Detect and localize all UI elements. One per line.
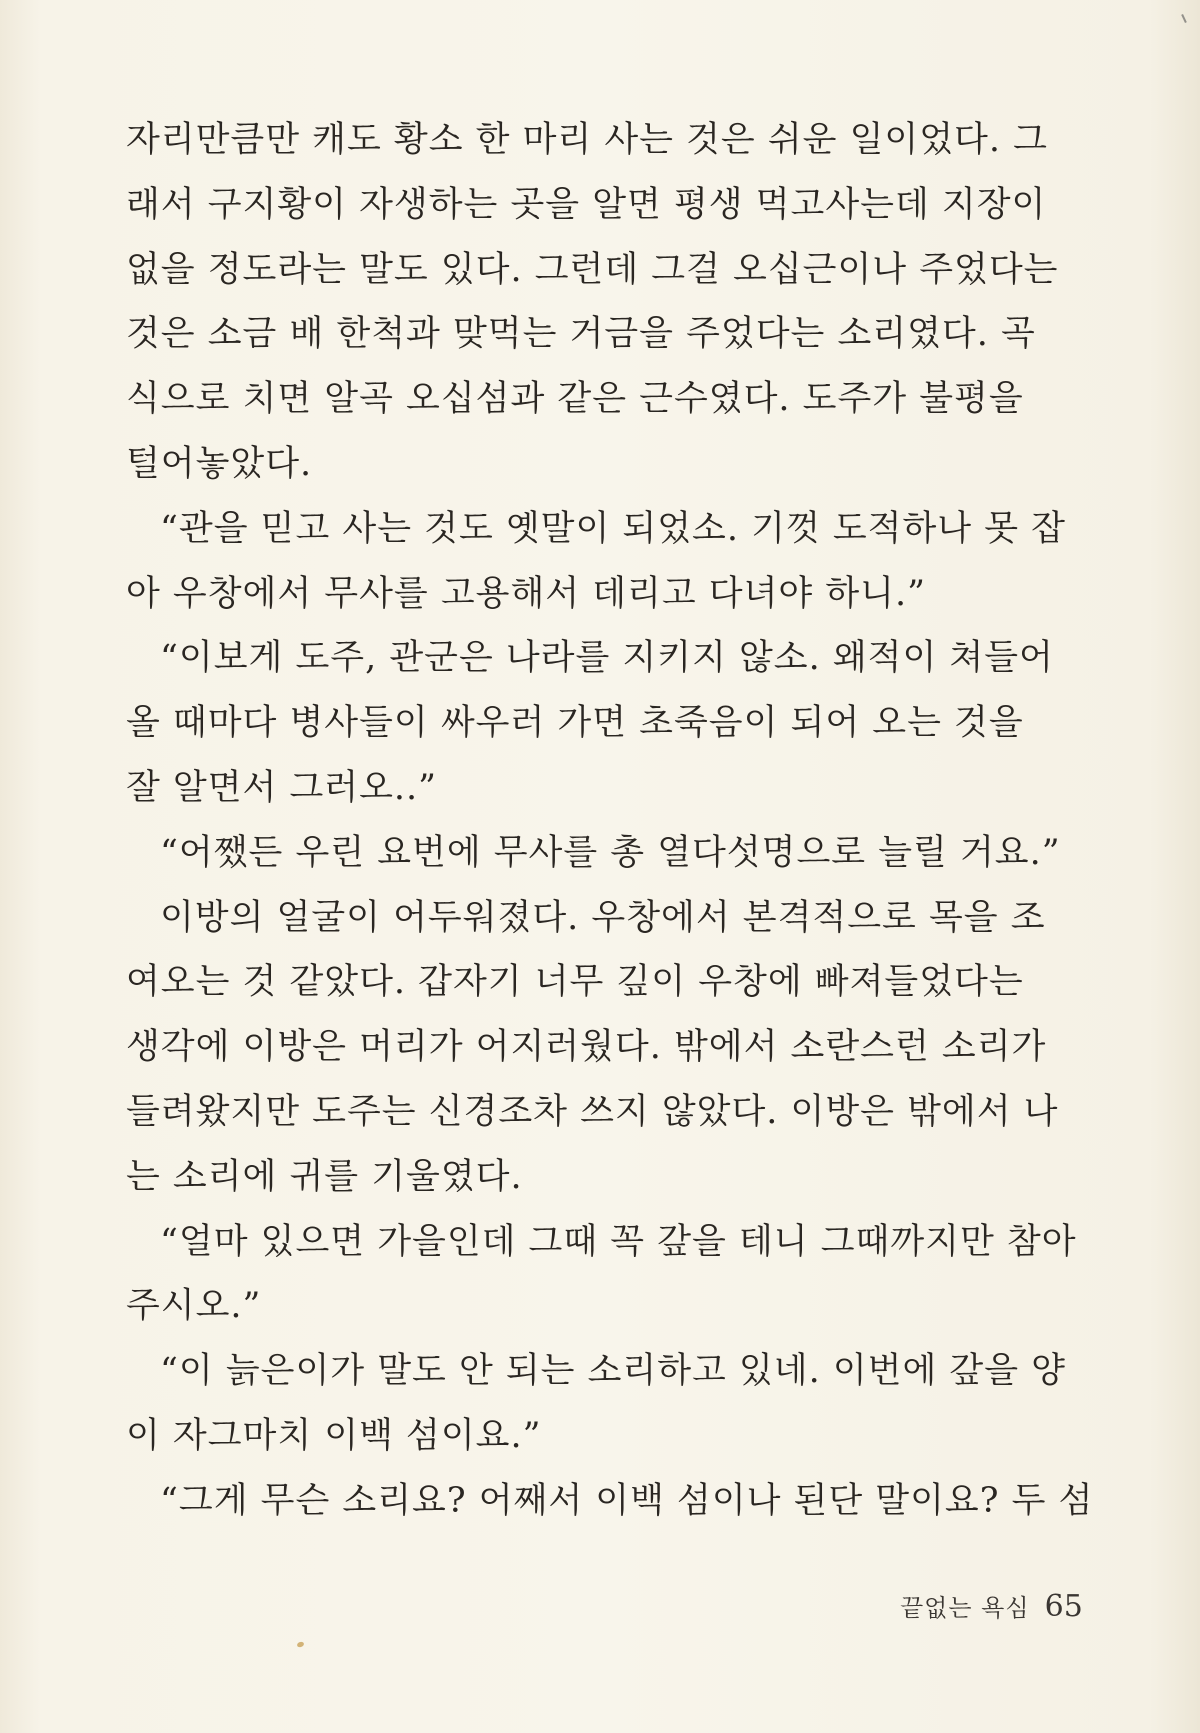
text-line: 올 때마다 병사들이 싸우러 가면 초죽음이 되어 오는 것을 <box>126 703 1024 744</box>
text-line: 이 자그마치 이백 섬이요.” <box>126 1415 542 1456</box>
text-line: 것은 소금 배 한척과 맞먹는 거금을 주었다는 소리였다. 곡 <box>126 314 1036 355</box>
text-line: 자리만큼만 캐도 황소 한 마리 사는 것은 쉬운 일이었다. 그 <box>126 120 1048 160</box>
text-line: 식으로 치면 알곡 오십섬과 같은 근수였다. 도주가 불평을 <box>126 379 1024 420</box>
paper-speck <box>296 1641 304 1648</box>
page-number: 65 <box>1044 1589 1083 1624</box>
text-line: “어쨌든 우린 요번에 무사를 총 열다섯명으로 늘릴 거요.” <box>160 832 1061 873</box>
page-footer <box>900 1588 1083 1624</box>
text-line: 생각에 이방은 머리가 어지러웠다. 밖에서 소란스런 소리가 <box>126 1027 1047 1068</box>
text-line: “관을 믿고 사는 것도 옛말이 되었소. 기껏 도적하나 못 잡 <box>160 508 1066 549</box>
body-text <box>126 108 1094 1534</box>
text-line: 여오는 것 같았다. 갑자기 너무 깊이 우창에 빠져들었다는 <box>126 962 1024 1003</box>
text-line: 잘 알면서 그러오..” <box>126 767 438 808</box>
text-line: 들려왔지만 도주는 신경조차 쓰지 않았다. 이방은 밖에서 나 <box>126 1091 1059 1132</box>
text-line: 털어놓았다. <box>126 443 313 484</box>
text-line: 아 우창에서 무사를 고용해서 데리고 다녀야 하니.” <box>126 573 926 614</box>
corner-mark <box>1181 14 1187 23</box>
text-line: 이방의 얼굴이 어두워졌다. 우창에서 본격적으로 목을 조 <box>160 897 1046 938</box>
text-line: 주시오.” <box>126 1286 262 1327</box>
running-title: 끝없는 욕심 <box>900 1594 1030 1622</box>
text-line: “이보게 도주, 관군은 나라를 지키지 않소. 왜적이 쳐들어 <box>160 638 1054 679</box>
text-line: 없을 정도라는 말도 있다. 그런데 그걸 오십근이나 주었다는 <box>126 249 1059 290</box>
text-line: 래서 구지황이 자생하는 곳을 알면 평생 먹고사는데 지장이 <box>126 184 1047 225</box>
text-line: “이 늙은이가 말도 안 되는 소리하고 있네. 이번에 갚을 양 <box>160 1351 1066 1392</box>
text-line: “그게 무슨 소리요? 어째서 이백 섬이나 된단 말이요? 두 섬 <box>160 1480 1094 1521</box>
text-line: 는 소리에 귀를 기울였다. <box>126 1156 523 1197</box>
text-line: “얼마 있으면 가을인데 그때 꼭 갚을 테니 그때까지만 참아 <box>160 1221 1077 1262</box>
